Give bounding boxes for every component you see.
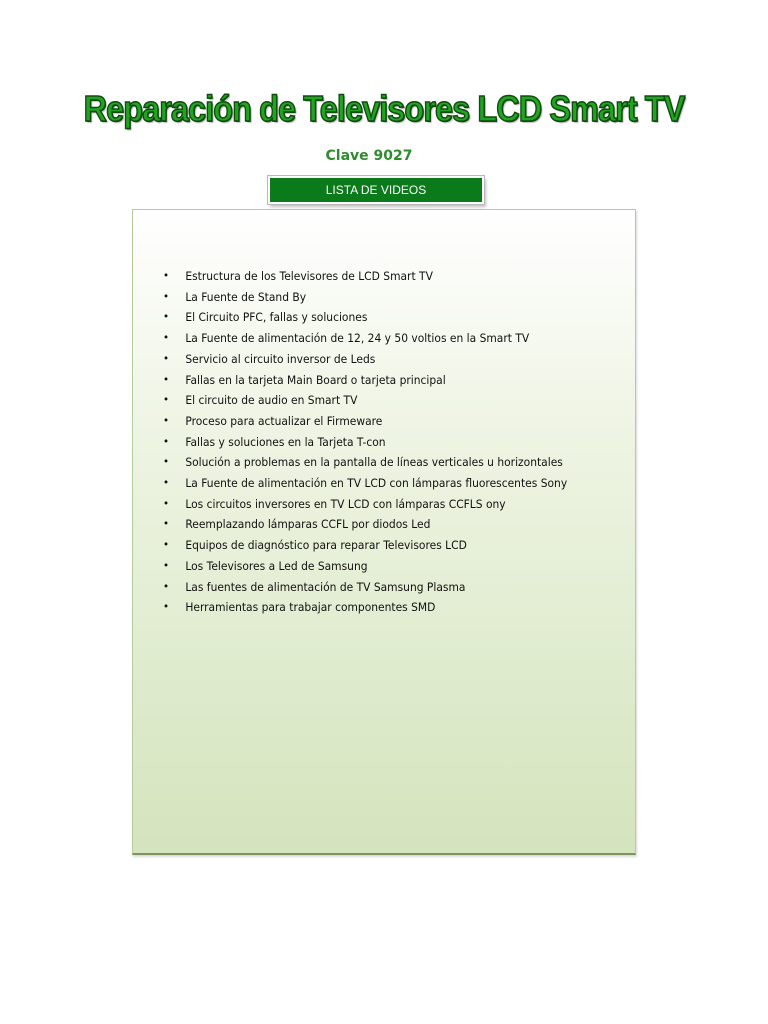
bullet-icon: • xyxy=(163,331,170,345)
list-item xyxy=(163,597,567,618)
bullet-icon: • xyxy=(163,434,170,448)
bullet-icon: • xyxy=(163,289,170,303)
list-item-label: Reemplazando lámparas CCFL por diodos Led xyxy=(185,517,431,532)
bullet-icon: • xyxy=(163,496,170,510)
list-item-label: Proceso para actualizar el Firmeware xyxy=(185,413,383,428)
list-item xyxy=(163,307,567,328)
list-item-label: Estructura de los Televisores de LCD Smart TV xyxy=(185,269,433,283)
course-code: Clave 9027 xyxy=(325,148,413,164)
list-item xyxy=(163,535,567,556)
bullet-icon: • xyxy=(163,372,170,386)
bullet-icon: • xyxy=(163,310,170,324)
list-item-label: Herramientas para trabajar componentes SMD xyxy=(185,600,436,615)
bullet-icon: • xyxy=(163,351,170,365)
list-item-label: La Fuente de alimentación de 12, 24 y 50 voltios en la Smart TV xyxy=(185,331,530,346)
bullet-icon: • xyxy=(163,455,170,469)
list-item xyxy=(163,390,567,411)
list-item xyxy=(163,432,567,453)
bullet-icon: • xyxy=(163,393,170,407)
list-item-label: La Fuente de Stand By xyxy=(185,289,307,304)
list-item xyxy=(163,473,567,494)
video-list-banner: LISTA DE VIDEOS xyxy=(268,176,484,204)
list-item xyxy=(163,452,567,473)
list-item xyxy=(163,556,567,577)
bullet-icon: • xyxy=(163,579,170,593)
bullet-icon: • xyxy=(163,538,170,552)
list-item-label: Fallas en la tarjeta Main Board o tarjeta principal xyxy=(185,372,446,387)
bullet-icon: • xyxy=(163,517,170,531)
video-list-panel xyxy=(132,209,636,855)
list-item xyxy=(163,349,567,370)
bullet-icon: • xyxy=(163,558,170,572)
list-item xyxy=(163,370,567,391)
list-item xyxy=(163,287,567,308)
list-item-label: El Circuito PFC, fallas y soluciones xyxy=(185,310,368,325)
bullet-icon: • xyxy=(163,413,170,427)
bullet-icon: • xyxy=(163,269,170,282)
list-item xyxy=(163,514,567,535)
list-item xyxy=(163,266,567,287)
list-item xyxy=(163,577,567,598)
list-item xyxy=(163,494,567,515)
video-list xyxy=(163,266,598,618)
bullet-icon: • xyxy=(163,476,170,490)
list-item-label: Solución a problemas en la pantalla de líneas verticales u horizontales xyxy=(185,455,563,470)
list-item xyxy=(163,328,567,349)
bullet-icon: • xyxy=(163,600,170,614)
list-item-label: Servicio al circuito inversor de Leds xyxy=(185,351,376,366)
page-title: Reparación de Televisores LCD Smart TV xyxy=(83,88,685,129)
list-item-label: La Fuente de alimentación en TV LCD con lámparas fluorescentes Sony xyxy=(185,476,568,491)
list-item xyxy=(163,411,567,432)
list-item-label: Los Televisores a Led de Samsung xyxy=(185,558,368,573)
list-item-label: El circuito de audio en Smart TV xyxy=(185,393,358,408)
list-item-label: Los circuitos inversores en TV LCD con lámparas CCFLS ony xyxy=(185,496,506,511)
list-item-label: Las fuentes de alimentación de TV Samsung Plasma xyxy=(185,579,466,594)
list-item-label: Fallas y soluciones en la Tarjeta T-con xyxy=(185,434,386,449)
list-item-label: Equipos de diagnóstico para reparar Televisores LCD xyxy=(185,538,467,553)
